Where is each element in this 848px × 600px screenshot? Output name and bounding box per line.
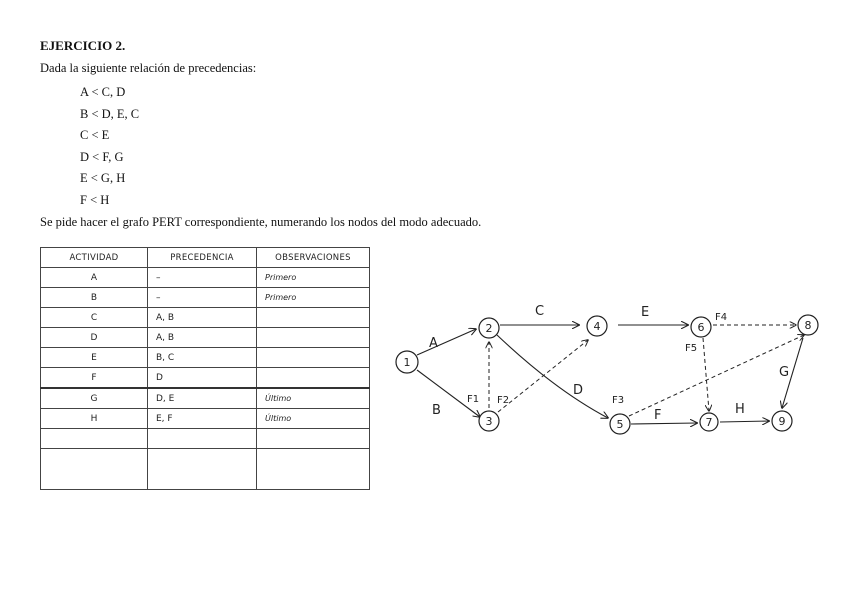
node-6 bbox=[691, 317, 711, 337]
label-H: H bbox=[735, 402, 745, 417]
table-row bbox=[41, 368, 370, 389]
table-row bbox=[41, 409, 370, 429]
cell-precedence: A, B bbox=[148, 328, 257, 348]
cell-observation: Primero bbox=[257, 288, 370, 308]
cell-empty bbox=[41, 429, 148, 449]
task-text: Se pide hacer el grafo PERT correspondiente, numerando los nodos del modo adecuado. bbox=[40, 215, 482, 229]
label-B: B bbox=[432, 403, 441, 418]
label-F1: F1 bbox=[467, 394, 480, 405]
dummy-F3 bbox=[629, 335, 804, 416]
label-F3: F3 bbox=[612, 395, 625, 406]
cell-activity: E bbox=[41, 348, 148, 368]
node-5 bbox=[610, 414, 630, 434]
edge-A bbox=[417, 329, 476, 355]
label-F: F bbox=[654, 408, 662, 423]
cell-precedence: – bbox=[148, 268, 257, 288]
header-actividad: ACTIVIDAD bbox=[41, 248, 148, 268]
dummy-F5 bbox=[703, 338, 709, 411]
cell-empty bbox=[148, 429, 257, 449]
table-row bbox=[41, 388, 370, 409]
label-F4: F4 bbox=[715, 312, 728, 323]
cell-activity: D bbox=[41, 328, 148, 348]
header-precedencia: PRECEDENCIA bbox=[148, 248, 257, 268]
node-4 bbox=[587, 316, 607, 336]
precedence-item: A < C, D bbox=[80, 85, 126, 99]
cell-activity: A bbox=[41, 268, 148, 288]
precedence-item: C < E bbox=[80, 128, 110, 143]
svg-text:3: 3 bbox=[485, 415, 493, 428]
svg-text:9: 9 bbox=[778, 415, 786, 428]
cell-precedence: B, C bbox=[148, 348, 257, 368]
precedence-item: B < D, E, C bbox=[80, 106, 140, 121]
cell-activity: G bbox=[41, 388, 148, 409]
cell-observation: Último bbox=[257, 409, 370, 429]
label-D: D bbox=[573, 383, 584, 398]
node-2 bbox=[479, 318, 499, 338]
cell-activity: B bbox=[41, 288, 148, 308]
cell-activity: H bbox=[41, 409, 148, 429]
svg-text:1: 1 bbox=[403, 356, 411, 369]
label-F5: F5 bbox=[685, 343, 698, 354]
precedence-item: D < F, G bbox=[80, 149, 124, 164]
cell-observation bbox=[257, 348, 370, 368]
label-G: G bbox=[779, 365, 790, 380]
precedence-item: E < G, H bbox=[80, 171, 126, 186]
svg-text:4: 4 bbox=[593, 320, 601, 333]
table-row bbox=[41, 328, 370, 348]
svg-text:7: 7 bbox=[705, 416, 713, 429]
label-E: E bbox=[641, 305, 650, 320]
table-row bbox=[41, 268, 370, 288]
svg-text:8: 8 bbox=[804, 319, 812, 332]
table-empty-row bbox=[41, 429, 370, 449]
dummy-F2 bbox=[498, 340, 588, 412]
cell-observation bbox=[257, 328, 370, 348]
cell-precedence: D bbox=[148, 368, 257, 389]
node-3 bbox=[479, 411, 499, 431]
label-C: C bbox=[535, 304, 545, 319]
exercise-title: EJERCICIO 2. bbox=[40, 38, 126, 53]
cell-empty bbox=[257, 449, 370, 490]
cell-empty bbox=[257, 429, 370, 449]
table-row bbox=[41, 288, 370, 308]
svg-text:5: 5 bbox=[616, 418, 624, 431]
intro-text: Dada la siguiente relación de precedencias: bbox=[40, 61, 257, 75]
cell-activity: C bbox=[41, 308, 148, 328]
table-empty-row bbox=[41, 449, 370, 490]
node-1 bbox=[396, 351, 418, 373]
label-A: A bbox=[429, 336, 438, 351]
edge-F bbox=[631, 423, 697, 424]
cell-precedence: E, F bbox=[148, 409, 257, 429]
header-observaciones: OBSERVACIONES bbox=[257, 248, 370, 268]
cell-precedence: A, B bbox=[148, 308, 257, 328]
cell-observation bbox=[257, 308, 370, 328]
cell-precedence: – bbox=[148, 288, 257, 308]
cell-empty bbox=[148, 449, 257, 490]
table-row bbox=[41, 348, 370, 368]
node-7 bbox=[700, 413, 718, 431]
cell-observation bbox=[257, 368, 370, 389]
cell-activity: F bbox=[41, 368, 148, 389]
cell-observation: Primero bbox=[257, 268, 370, 288]
svg-text:2: 2 bbox=[485, 322, 493, 335]
cell-observation: Último bbox=[257, 388, 370, 409]
label-F2: F2 bbox=[497, 395, 510, 406]
table-row bbox=[41, 308, 370, 328]
precedence-item: F < H bbox=[80, 192, 110, 207]
cell-precedence: D, E bbox=[148, 388, 257, 409]
activity-table bbox=[40, 247, 370, 490]
edge-H bbox=[720, 421, 769, 422]
svg-text:6: 6 bbox=[697, 321, 705, 334]
cell-empty bbox=[41, 449, 148, 490]
table-header-row bbox=[41, 248, 370, 268]
node-9 bbox=[772, 411, 792, 431]
precedence-list bbox=[80, 82, 139, 212]
edge-D bbox=[497, 335, 608, 418]
pert-graph bbox=[385, 290, 835, 450]
node-8 bbox=[798, 315, 818, 335]
